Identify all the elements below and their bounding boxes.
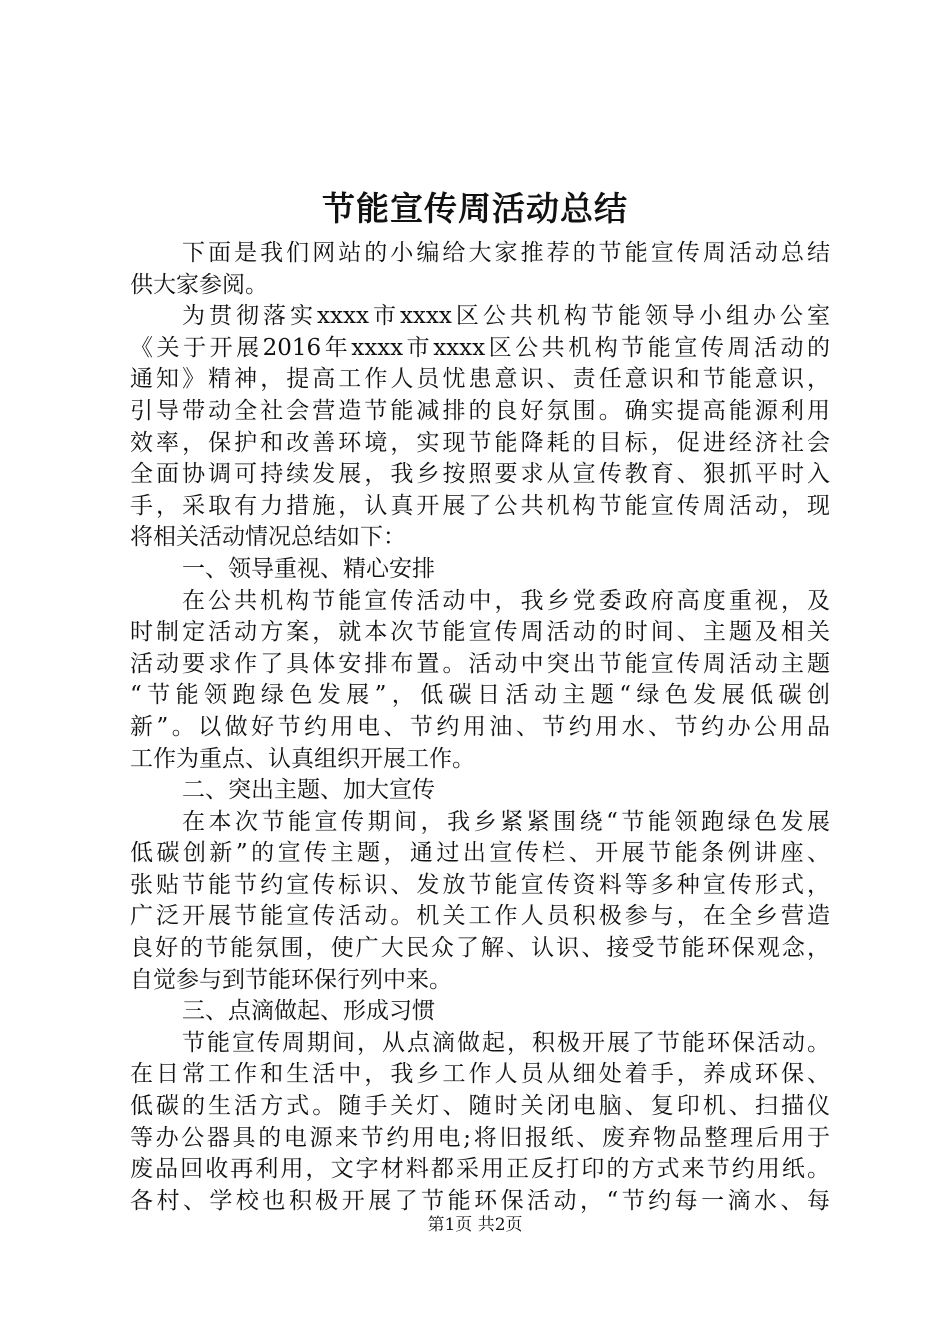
body-line: 为贯彻落实xxxx市xxxx区公共机构节能领导小组办公室 xyxy=(182,303,830,330)
section-heading: 三、点滴做起、形成习惯 xyxy=(182,998,435,1025)
body-line: 在日常工作和生活中，我乡工作人员从细处着手，养成环保、 xyxy=(130,1061,830,1088)
body-line: 新”。以做好节约用电、节约用油、节约用水、节约办公用品 xyxy=(130,713,830,740)
body-line: 全面协调可持续发展，我乡按照要求从宣传教育、狠抓平时入 xyxy=(130,461,830,488)
body-line: 低碳创新”的宣传主题，通过出宣传栏、开展节能条例讲座、 xyxy=(130,840,830,867)
body-line: 将相关活动情况总结如下： xyxy=(130,524,406,551)
section-heading: 二、突出主题、加大宣传 xyxy=(182,777,435,804)
body-line: 废品回收再利用，文字材料都采用正反打印的方式来节约用纸。 xyxy=(130,1156,830,1183)
body-line: 引导带动全社会营造节能减排的良好氛围。确实提高能源利用 xyxy=(130,397,830,424)
body-line: “节能领跑绿色发展”，低碳日活动主题“绿色发展低碳创 xyxy=(130,682,830,709)
document-body xyxy=(130,238,830,1217)
body-line: 广泛开展节能宣传活动。机关工作人员积极参与，在全乡营造 xyxy=(130,903,830,930)
body-line: 效率，保护和改善环境，实现节能降耗的目标，促进经济社会 xyxy=(130,429,830,456)
body-line: 等办公器具的电源来节约用电;将旧报纸、废弃物品整理后用于 xyxy=(130,1124,830,1151)
body-line: 供大家参阅。 xyxy=(130,271,268,298)
body-line: 自觉参与到节能环保行列中来。 xyxy=(130,966,452,993)
body-line: 良好的节能氛围，使广大民众了解、认识、接受节能环保观念， xyxy=(130,935,830,962)
body-line: 张贴节能节约宣传标识、发放节能宣传资料等多种宣传形式， xyxy=(130,871,830,898)
body-line: 时制定活动方案，就本次节能宣传周活动的时间、主题及相关 xyxy=(130,619,830,646)
document-title: 节能宣传周活动总结 xyxy=(322,189,628,228)
section-heading: 一、领导重视、精心安排 xyxy=(182,555,435,582)
body-line: 低碳的生活方式。随手关灯、随时关闭电脑、复印机、扫描仪 xyxy=(130,1093,830,1120)
body-line: 工作为重点、认真组织开展工作。 xyxy=(130,745,475,772)
body-line: 手，采取有力措施，认真开展了公共机构节能宣传周活动，现 xyxy=(130,492,830,519)
body-line: 在本次节能宣传期间，我乡紧紧围绕“节能领跑绿色发展 xyxy=(182,808,830,835)
body-line: 在公共机构节能宣传活动中，我乡党委政府高度重视，及 xyxy=(182,587,830,614)
body-line: 各村、学校也积极开展了节能环保活动，“节约每一滴水、每 xyxy=(130,1187,830,1214)
body-line: 《关于开展2016年xxxx市xxxx区公共机构节能宣传周活动的 xyxy=(130,334,830,361)
body-line: 通知》精神，提高工作人员忧患意识、责任意识和节能意识， xyxy=(130,366,830,393)
body-line: 节能宣传周期间，从点滴做起，积极开展了节能环保活动。 xyxy=(182,1029,830,1056)
body-line: 活动要求作了具体安排布置。活动中突出节能宣传周活动主题 xyxy=(130,650,830,677)
body-line: 下面是我们网站的小编给大家推荐的节能宣传周活动总结 xyxy=(182,240,830,266)
page-footer: 第1页 共2页 xyxy=(427,1215,523,1235)
